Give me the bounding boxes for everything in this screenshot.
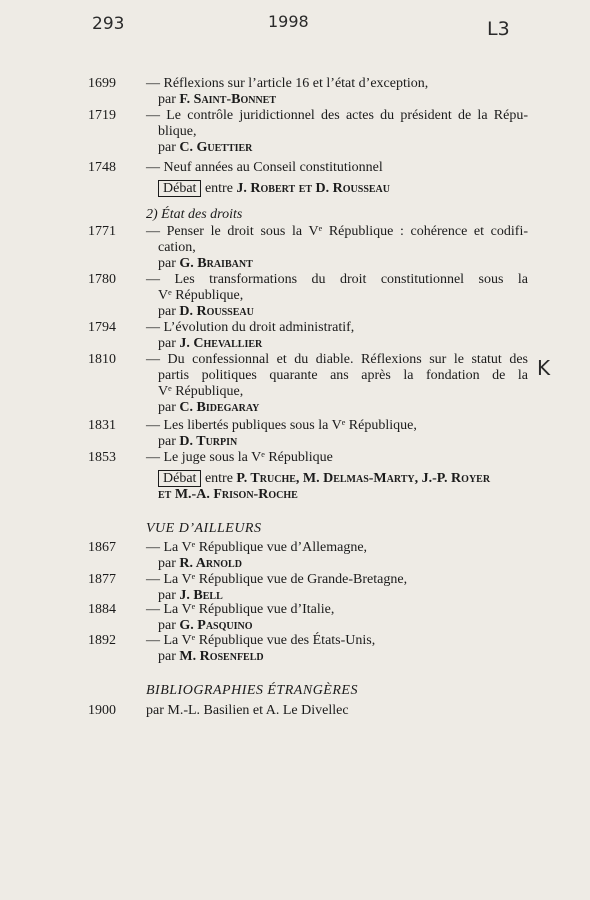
entry-page-number: 1719 xyxy=(88,108,116,123)
entry-title: — Réflexions sur l’article 16 et l’état d’exception, xyxy=(146,76,429,91)
entry-author: G. Braibant xyxy=(179,256,253,271)
entry-page-number: 1699 xyxy=(88,76,116,91)
entry-title: — Les transformations du droit constitutionnel sous la xyxy=(146,272,528,287)
entry-title: — La Vᵉ République vue des États-Unis, xyxy=(146,633,376,648)
entry-author-line: par D. Rousseau xyxy=(158,304,254,319)
entry-title-cont: Vᵉ République, xyxy=(158,384,244,399)
entry-author-line xyxy=(146,703,528,719)
entry-author: R. Arnold xyxy=(179,556,242,571)
entry-title-cont: cation, xyxy=(158,240,196,255)
entry-author: F. Saint-Bonnet xyxy=(179,92,277,107)
entry-title: — La Vᵉ République vue d’Allemagne, xyxy=(146,540,368,555)
entry-author-line: par C. Guettier xyxy=(158,140,253,155)
entry-author-line: par C. Bidegaray xyxy=(158,400,260,415)
entry-page-number: 1771 xyxy=(88,224,116,239)
entry-author-line: par J. Chevallier xyxy=(158,336,263,351)
entry-page-number: 1831 xyxy=(88,418,116,433)
entry-title: — L’évolution du droit administratif, xyxy=(146,320,355,335)
entry-author: C. Bidegaray xyxy=(179,400,260,415)
section-heading: VUE D’AILLEURS xyxy=(146,521,262,536)
entry-author: C. Guettier xyxy=(179,140,253,155)
entry-title: — Le contrôle juridictionnel des actes du président de la Répu- xyxy=(146,108,528,123)
entry-author: G. Pasquino xyxy=(179,618,253,633)
entry-title: — La Vᵉ République vue d’Italie, xyxy=(146,602,335,617)
entry-title: — Le juge sous la Vᵉ République xyxy=(146,450,333,465)
entry-author-line: par M. Rosenfeld xyxy=(158,649,264,664)
entry-author-line: par J. Bell xyxy=(158,588,223,603)
debat-text: entre xyxy=(204,181,233,196)
section-heading: BIBLIOGRAPHIES ÉTRANGÈRES xyxy=(146,683,358,698)
entry-author: D. Rousseau xyxy=(179,304,254,319)
debat-box: Débat xyxy=(158,180,201,197)
entry-author-cont: et M.-A. Frison-Roche xyxy=(158,487,298,502)
entry-author: J. Chevallier xyxy=(179,336,263,351)
handwritten-code: L3 xyxy=(487,18,510,40)
entry-author: D. Turpin xyxy=(179,434,238,449)
entry-author-line: par F. Saint-Bonnet xyxy=(158,92,277,107)
entry-author: J. Bell xyxy=(179,588,223,603)
entry-page-number: 1853 xyxy=(88,450,116,465)
entry-page-number: 1884 xyxy=(88,602,116,617)
handwritten-page-number: 293 xyxy=(92,14,125,34)
handwritten-margin-mark: K xyxy=(537,356,551,380)
entry-page-number: 1794 xyxy=(88,320,116,335)
entry-page-number: 1810 xyxy=(88,352,116,367)
entry-page-number: 1900 xyxy=(88,703,116,718)
entry-title-cont: blique, xyxy=(158,124,197,139)
entry-page-number: 1780 xyxy=(88,272,116,287)
entry-author-line: par D. Turpin xyxy=(158,434,238,449)
entry-author-line: par G. Pasquino xyxy=(158,618,253,633)
debat-box: Débat xyxy=(158,470,201,487)
entry-author-line: par R. Arnold xyxy=(158,556,242,571)
entry-title: — La Vᵉ République vue de Grande-Bretagne, xyxy=(146,572,408,587)
entry-page-number: 1877 xyxy=(88,572,116,587)
entry-title-cont: partis politiques quarante ans après la fondation de la xyxy=(158,368,528,383)
handwritten-year: 1998 xyxy=(268,12,309,31)
entry-title: — Du confessionnal et du diable. Réflexions sur le statut des xyxy=(146,352,528,367)
entry-page-number: 1892 xyxy=(88,633,116,648)
entry-title: — Les libertés publiques sous la Vᵉ République, xyxy=(146,418,417,433)
entry-author: J. Robert et D. Rousseau xyxy=(236,181,390,196)
entry-title-cont: Vᵉ République, xyxy=(158,288,244,303)
entry-page-number: 1867 xyxy=(88,540,116,555)
entry-author: par M.-L. Basilien et A. Le Divellec xyxy=(146,703,349,718)
entry-author: P. Truche, M. Delmas-Marty, J.-P. Royer xyxy=(236,471,491,486)
entry-author-line: par G. Braibant xyxy=(158,256,253,271)
entry-author: M. Rosenfeld xyxy=(179,649,264,664)
debat-text: entre xyxy=(204,471,233,486)
section-heading: 2) État des droits xyxy=(146,207,243,222)
entry-title: — Neuf années au Conseil constitutionnel xyxy=(146,160,383,175)
entry-page-number: 1748 xyxy=(88,160,116,175)
entry-title: — Penser le droit sous la Vᵉ République : cohérence et codifi- xyxy=(146,224,528,239)
